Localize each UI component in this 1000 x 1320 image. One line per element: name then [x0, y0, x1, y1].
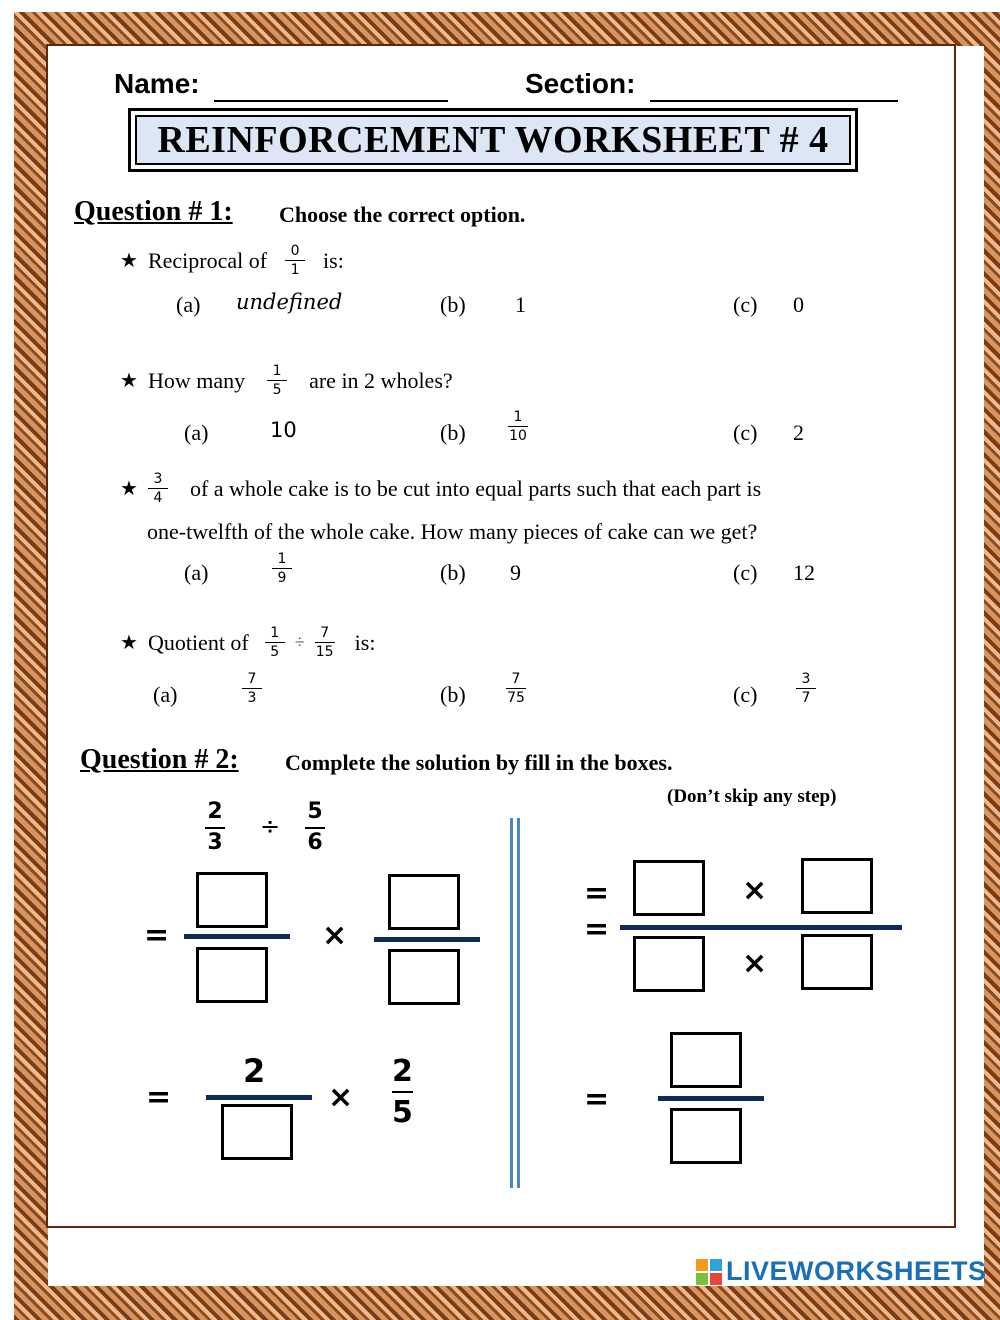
- q1-item-3-line1: of a whole cake is to be cut into equal parts such that each part is: [189, 475, 762, 501]
- logo-squares-icon: [696, 1259, 722, 1285]
- times-sign: ×: [742, 873, 768, 908]
- q1-item-1-option-c-label[interactable]: (c): [733, 292, 758, 317]
- numerator: 0: [290, 243, 300, 259]
- name-label: Name:: [114, 68, 200, 99]
- q1-item-2-option-a-label[interactable]: (a): [184, 420, 209, 445]
- liveworksheets-logo: [696, 1256, 987, 1287]
- answer-box[interactable]: [670, 1108, 742, 1164]
- times-sign: ×: [742, 946, 768, 981]
- logo-text: LIVEWORKSHEETS: [726, 1256, 987, 1286]
- star-icon: ★: [120, 478, 138, 501]
- given-numerator: 2: [243, 1052, 266, 1090]
- q1-item-2-fraction: [267, 362, 287, 399]
- q1-item-3-option-a-label[interactable]: (a): [184, 560, 209, 585]
- equals-sign: =: [584, 876, 610, 911]
- equals-sign: =: [144, 918, 170, 953]
- q1-item-1-option-b-label[interactable]: (b): [440, 292, 466, 317]
- title-box: [128, 108, 858, 172]
- q1-item-1: [120, 242, 344, 279]
- answer-box[interactable]: [388, 874, 460, 930]
- name-field[interactable]: [214, 70, 448, 102]
- q1-item-3-option-c-label[interactable]: (c): [733, 560, 758, 585]
- answer-box[interactable]: [221, 1104, 293, 1160]
- equals-sign: =: [584, 912, 610, 947]
- q1-item-1-pre: Reciprocal of: [147, 247, 268, 273]
- answer-box[interactable]: [388, 949, 460, 1005]
- q1-item-1-option-a-label[interactable]: (a): [176, 292, 201, 317]
- numerator: 7: [247, 671, 257, 687]
- answer-box[interactable]: [196, 872, 268, 928]
- answer-box[interactable]: [196, 947, 268, 1003]
- denominator: 10: [509, 428, 527, 445]
- q1-item-3: [120, 470, 761, 507]
- denominator: 5: [272, 382, 282, 399]
- numerator: 1: [513, 409, 523, 425]
- q1-item-2-post: are in 2 wholes?: [309, 367, 453, 393]
- q1-item-4-option-c-value[interactable]: [796, 670, 816, 707]
- fraction: [506, 670, 526, 707]
- numerator: 2: [392, 1054, 413, 1089]
- denominator: 5: [270, 644, 280, 661]
- section-field[interactable]: [650, 70, 898, 102]
- denominator: 75: [507, 690, 525, 707]
- q1-item-1-option-c-value[interactable]: 0: [793, 292, 804, 317]
- q1-item-1-post: is:: [323, 247, 344, 273]
- denominator: 6: [307, 829, 323, 855]
- q1-item-4-option-b-value[interactable]: [506, 670, 526, 707]
- q1-item-2-pre: How many: [147, 367, 246, 393]
- q1-item-2: [120, 362, 453, 399]
- q1-item-2-option-b-value[interactable]: [508, 408, 528, 445]
- q1-item-2-option-c-value[interactable]: 2: [793, 420, 804, 445]
- denominator: 9: [277, 570, 287, 587]
- given-fraction: [392, 1052, 413, 1132]
- worksheet-title: REINFORCEMENT WORKSHEET # 4: [157, 119, 829, 161]
- question-1-instruction: Choose the correct option.: [279, 202, 526, 227]
- numerator: 7: [511, 671, 521, 687]
- q1-item-4-fraction-1: [265, 624, 285, 661]
- section-label: Section:: [525, 68, 636, 99]
- star-icon: ★: [120, 632, 138, 655]
- fraction-bar: [658, 1096, 764, 1101]
- answer-box[interactable]: [633, 860, 705, 916]
- fraction: [242, 670, 262, 707]
- fraction-bar: [184, 934, 290, 939]
- column-divider: [510, 818, 520, 1188]
- q1-item-2-option-c-label[interactable]: (c): [733, 420, 758, 445]
- question-2-heading: Question # 2:: [80, 744, 239, 775]
- q1-item-2-option-a-value[interactable]: 10: [270, 418, 297, 442]
- q1-item-4-post: is:: [354, 629, 376, 655]
- answer-box[interactable]: [670, 1032, 742, 1088]
- numerator: 3: [801, 671, 811, 687]
- q1-item-1-fraction: [285, 242, 305, 279]
- q1-item-4: [120, 624, 375, 661]
- fraction-bar: [620, 925, 902, 930]
- fraction-bar: [374, 937, 480, 942]
- denominator: 1: [290, 262, 300, 279]
- numerator: 7: [320, 625, 330, 641]
- denominator: 7: [801, 690, 811, 707]
- q1-item-4-option-a-label[interactable]: (a): [153, 682, 178, 707]
- q1-item-4-option-a-value[interactable]: [242, 670, 262, 707]
- numerator: 1: [270, 625, 280, 641]
- q1-item-4-fraction-2: [315, 624, 335, 661]
- denominator: 3: [207, 829, 223, 855]
- q1-item-3-option-b-label[interactable]: (b): [440, 560, 466, 585]
- numerator: 1: [277, 551, 287, 567]
- q1-item-4-pre: Quotient of: [147, 629, 249, 655]
- fraction: [796, 670, 816, 707]
- numerator: 3: [153, 471, 163, 487]
- problem-divide-sign: ÷: [260, 812, 281, 840]
- problem-fraction-2: [305, 798, 325, 857]
- q1-item-4-option-c-label[interactable]: (c): [733, 682, 758, 707]
- denominator: 15: [315, 644, 334, 661]
- answer-box[interactable]: [633, 936, 705, 992]
- fraction: [205, 798, 225, 857]
- fraction: [392, 1052, 413, 1132]
- denominator: 5: [392, 1095, 413, 1130]
- q1-item-3-line2: one-twelfth of the whole cake. How many pieces of cake can we get?: [147, 519, 758, 544]
- fraction: [272, 550, 292, 587]
- q1-item-3-option-c-value[interactable]: 12: [793, 560, 815, 585]
- answer-box[interactable]: [801, 858, 873, 914]
- divide-sign: ÷: [294, 632, 305, 653]
- problem-fraction-1: [205, 798, 225, 857]
- q1-item-3-option-a-value[interactable]: [272, 550, 292, 587]
- numerator: 2: [207, 799, 223, 824]
- star-icon: ★: [120, 250, 138, 273]
- answer-box[interactable]: [801, 934, 873, 990]
- numerator: 1: [272, 363, 282, 379]
- star-icon: ★: [120, 370, 138, 393]
- q1-item-1-option-b-value[interactable]: 1: [515, 292, 526, 317]
- denominator: 4: [153, 490, 163, 507]
- times-sign: ×: [328, 1080, 354, 1115]
- times-sign: ×: [322, 918, 348, 953]
- denominator: 3: [247, 690, 257, 707]
- numerator: 5: [307, 799, 323, 824]
- q1-item-1-option-a-value[interactable]: undefined: [236, 290, 343, 314]
- fraction-bar: [206, 1095, 312, 1100]
- question-2-note: (Don’t skip any step): [667, 786, 837, 807]
- fraction: [508, 408, 528, 445]
- q1-item-3-fraction: [148, 470, 168, 507]
- fraction: [305, 798, 325, 857]
- q1-item-2-option-b-label[interactable]: (b): [440, 420, 466, 445]
- question-2-instruction: Complete the solution by fill in the boxes.: [285, 750, 673, 775]
- q1-item-4-option-b-label[interactable]: (b): [440, 682, 466, 707]
- question-1-heading: Question # 1:: [74, 196, 233, 227]
- q1-item-3-option-b-value[interactable]: 9: [510, 560, 521, 585]
- title-inner: [135, 115, 851, 165]
- equals-sign: =: [146, 1080, 172, 1115]
- equals-sign: =: [584, 1082, 610, 1117]
